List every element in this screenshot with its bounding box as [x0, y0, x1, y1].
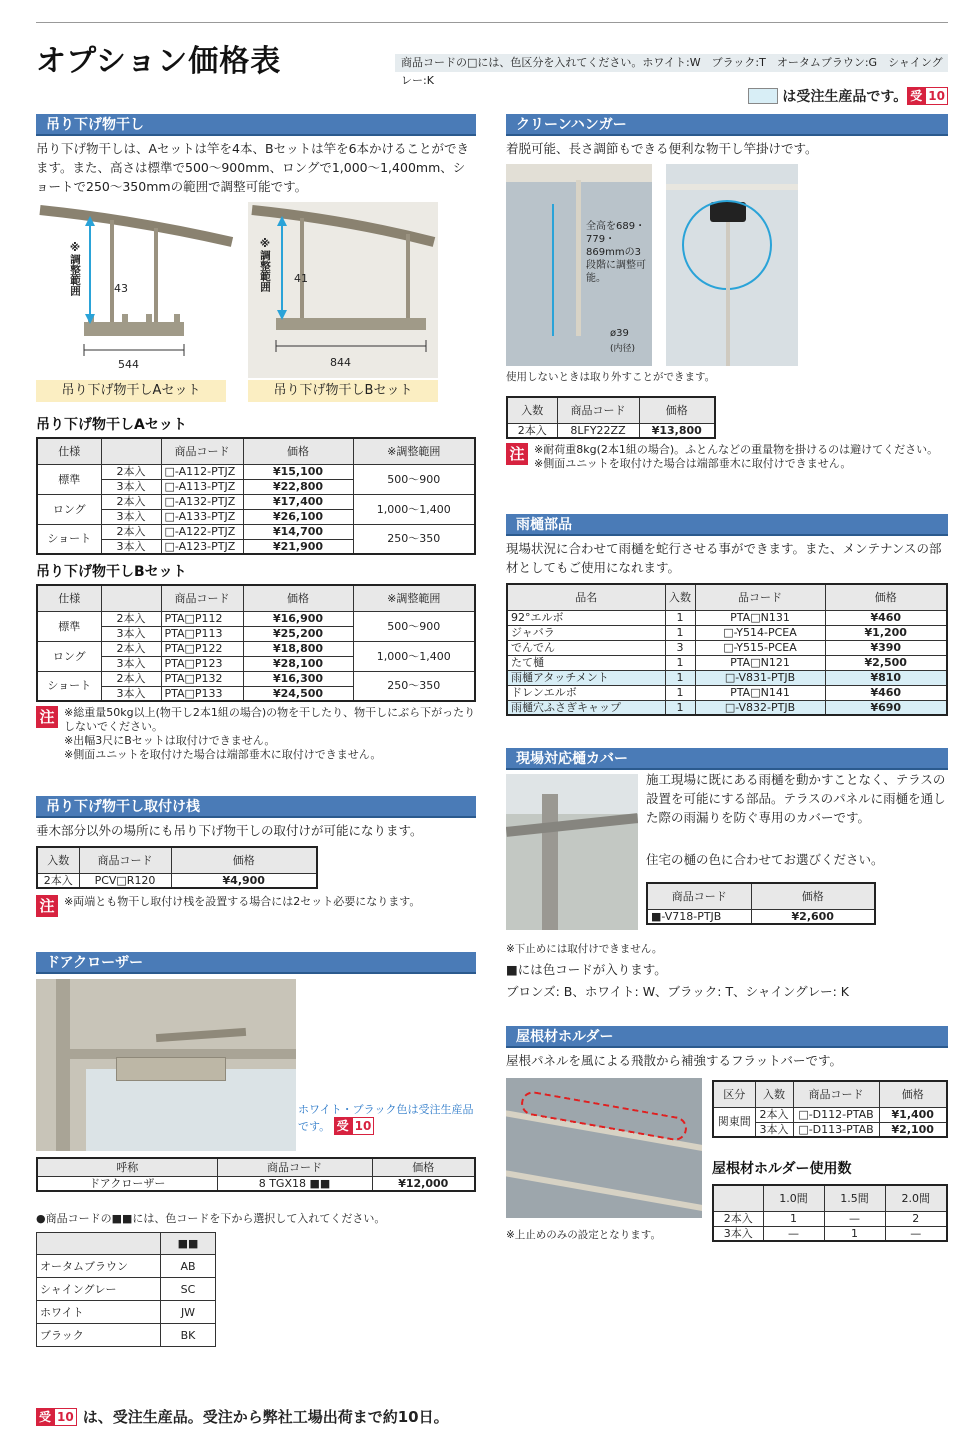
mount-note: 注 ※両端とも物干し取付け桟を設置する場合には2セット必要になります。: [36, 895, 476, 917]
table-row: ロング 2本入 PTA□P122 ¥18,800 1,000～1,400: [37, 641, 475, 656]
hanger-figures: [36, 202, 476, 410]
table-row: 標準 2本入 PTA□P112 ¥16,900 500～900: [37, 611, 475, 626]
adjust-label-b: ※調整範囲: [259, 238, 271, 292]
table-row: オータムブラウン AB: [37, 1255, 216, 1278]
mount-section: [36, 796, 476, 917]
cover-section: [506, 748, 948, 999]
footer: [36, 1406, 449, 1427]
clean-photo-2: [666, 164, 798, 366]
closer-order-note: ホワイト・ブラック色は受注生産品です。 受 10: [298, 1103, 474, 1133]
roof-usage-title: 屋根材ホルダー使用数: [712, 1161, 852, 1177]
adjust-label-a: ※調整範囲: [69, 242, 81, 296]
legend-text: は受注生産品です。: [782, 89, 908, 105]
caption-a: 吊り下げ物干しAセット: [36, 380, 226, 402]
uke-badge: 受 10: [334, 1117, 375, 1135]
table-row: 3本入 □-A123-PTJZ ¥21,900: [37, 539, 475, 554]
table-row: でんでん 3 □-Y515-PCEA ¥390: [507, 640, 947, 655]
roof-table: 区分 入数 商品コード 価格 関東間 2本入 □-D112-PTAB ¥1,400 3本入 □-D113-PTAB ¥2,100: [712, 1080, 948, 1138]
gutter-section: [506, 514, 948, 716]
table-row: 3本入 — 1 —: [713, 1226, 947, 1241]
clean-notes: 注 ※耐荷重8kg(2本1組の場合)。ふとんなどの重量物を掛けるのは避けてください。 ※側面ユニットを取付けた場合は端部垂木に取付けできません。: [506, 443, 948, 471]
clean-table: 入数 商品コード 価格 2本入 8LFY22ZZ ¥13,800: [506, 396, 716, 439]
closer-color-table: ■■ オータムブラウン AB シャイングレー SC ホワイト JW ブラック BK: [36, 1232, 216, 1347]
set-b-title: 吊り下げ物干しBセット: [36, 564, 187, 580]
dim-a-1: 43: [114, 282, 128, 295]
caption-b: 吊り下げ物干しBセット: [248, 380, 438, 402]
section-heading: 吊り下げ物干し: [36, 114, 476, 136]
top-rule: [36, 22, 948, 23]
section-heading: 屋根材ホルダー: [506, 1026, 948, 1048]
set-a-title: 吊り下げ物干しAセット: [36, 417, 187, 433]
closer-section: [36, 952, 476, 1347]
hanger-notes: 注 ※総重量50kg以上(物干し2本1組の場合)の物を干したり、物干しにぶら下がったりしないでください。 ※出幅3尺にBセットは取付けできません。 ※側面ユニットを取付けた場合は端部垂木に取付けできません。: [36, 706, 476, 762]
table-row: シャイングレー SC: [37, 1278, 216, 1301]
table-row: ブラック BK: [37, 1324, 216, 1347]
set-b-table: 仕様 商品コード 価格 ※調整範囲 標準 2本入 PTA□P112 ¥16,900 500～900 3本入 PTA□P113 ¥25,200 ロング 2本入 PTA□P122 ¥18,800 1,000～1,400 3本入 PTA□P123 ¥28,100 ショート 2本入 PTA□P132 ¥16,300 250～350 3本入 PTA□P133 ¥24,500: [36, 584, 476, 702]
clean-under: 使用しないときは取り外すことができます。: [506, 371, 716, 383]
table-row: ショート 2本入 □-A122-PTJZ ¥14,700 250～350: [37, 524, 475, 539]
roof-photo-note: ※上止めのみの設定となります。: [506, 1229, 661, 1241]
hanger-b-diagram: [248, 202, 438, 378]
caution-icon: 注: [36, 706, 58, 728]
order-legend: [748, 86, 948, 106]
order-swatch: [748, 88, 778, 104]
cover-desc-2: 住宅の樋の色に合わせてお選びください。: [646, 852, 884, 867]
dim-b-2: 844: [330, 356, 351, 369]
table-row: 3本入 PTA□P133 ¥24,500: [37, 686, 475, 701]
roof-section: [506, 1026, 948, 1241]
hanger-desc: 吊り下げ物干しは、Aセットは竿を4本、Bセットは竿を6本かけることができます。また、高さは標準で500～900mm、ロングで1,000～1,400mm、ショートで250～350mmの範囲で調整可能です。: [36, 141, 470, 194]
table-row: 雨樋穴ふさぎキャップ 1 □-V832-PTJB ¥690: [507, 700, 947, 715]
dim-a-2: 544: [118, 358, 139, 371]
table-row: 2本入 1 — 2: [713, 1211, 947, 1226]
section-heading: 吊り下げ物干し取付け桟: [36, 796, 476, 818]
table-row: 関東間 2本入 □-D112-PTAB ¥1,400: [713, 1107, 947, 1122]
table-row: ホワイト JW: [37, 1301, 216, 1324]
section-heading: ドアクローザー: [36, 952, 476, 974]
table-row: ドレンエルボ 1 PTA□N141 ¥460: [507, 685, 947, 700]
table-row: 2本入 8LFY22ZZ ¥13,800: [507, 423, 715, 438]
dim-b-1: 41: [294, 272, 308, 285]
gutter-table: 品名 入数 品コード 価格 92°エルボ 1 PTA□N131 ¥460 ジャバラ 1 □-Y514-PCEA ¥1,200 でんでん 3 □-Y515-PCEA ¥390 たて樋 1 PTA□N121 ¥2,500 雨樋アタッチメント 1 □-V831-PTJB ¥810 ドレンエルボ 1 PTA□N141 ¥460 雨樋穴ふさぎキャップ 1 □-V832-PTJB ¥690: [506, 583, 948, 716]
cover-desc: 施工現場に既にある雨樋を動かすことなく、テラスの設置を可能にする部品。テラスのパネルに雨樋を通した際の雨漏りを防ぐ専用のカバーです。: [646, 772, 946, 825]
set-a-table: 仕様 商品コード 価格 ※調整範囲 標準 2本入 □-A112-PTJZ ¥15,100 500～900 3本入 □-A113-PTJZ ¥22,800 ロング 2本入 □-A132-PTJZ ¥17,400 1,000～1,400 3本入 □-A133-PTJZ ¥26,100 ショート 2本入 □-A122-PTJZ ¥14,700 250～350 3本入 □-A123-PTJZ ¥21,900: [36, 437, 476, 555]
table-row: 3本入 □-A133-PTJZ ¥26,100: [37, 509, 475, 524]
cover-note-2: ■には色コードが入ります。: [506, 962, 667, 977]
section-heading: クリーンハンガー: [506, 114, 948, 136]
table-row: 雨樋アタッチメント 1 □-V831-PTJB ¥810: [507, 670, 947, 685]
table-row: ■-V718-PTJB ¥2,600: [647, 909, 875, 924]
table-row: 3本入 □-A113-PTJZ ¥22,800: [37, 479, 475, 494]
table-row: 92°エルボ 1 PTA□N131 ¥460: [507, 610, 947, 625]
mount-table: 入数 商品コード 価格 2本入 PCV□R120 ¥4,900: [36, 846, 318, 889]
clean-photos: [506, 164, 948, 366]
color-note: 商品コードの□には、色区分を入れてください。ホワイト:W ブラック:T オータムブラウン:G シャイングレー:K: [395, 54, 948, 72]
hanger-section: [36, 114, 476, 762]
table-row: ロング 2本入 □-A132-PTJZ ¥17,400 1,000～1,400: [37, 494, 475, 509]
closer-color-intro: ●商品コードの■■には、色コードを下から選択して入れてください。: [36, 1212, 386, 1225]
roof-photo: [506, 1078, 702, 1218]
table-row: 3本入 PTA□P113 ¥25,200: [37, 626, 475, 641]
footer-text: は、受注生産品。受注から弊社工場出荷まで約10日。: [82, 1408, 449, 1426]
clean-section: [506, 114, 948, 471]
clean-photo-note: 全高を689・779・869mmの3段階に調整可能。: [586, 221, 646, 284]
clean-diam-sub: (内径): [610, 344, 636, 354]
table-row: たて樋 1 PTA□N121 ¥2,500: [507, 655, 947, 670]
page-title: オプション価格表: [36, 44, 282, 79]
gutter-desc: 現場状況に合わせて雨樋を蛇行させる事ができます。また、メンテナンスの部材としてもご使用になれます。: [506, 541, 942, 575]
table-row: 3本入 PTA□P123 ¥28,100: [37, 656, 475, 671]
section-heading: 雨樋部品: [506, 514, 948, 536]
caution-icon: 注: [506, 443, 528, 465]
uke-badge: 受 10: [36, 1408, 77, 1426]
clean-desc: 着脱可能、長さ調節もできる便利な物干し竿掛けです。: [506, 141, 818, 156]
roof-usage-table: 1.0間 1.5間 2.0間 2本入 1 — 2 3本入 — 1 —: [712, 1184, 948, 1242]
cover-note-1: ※下止めには取付けできません。: [506, 943, 663, 955]
closer-photo: [36, 979, 296, 1151]
cover-photo: [506, 774, 638, 930]
table-row: 2本入 PCV□R120 ¥4,900: [37, 873, 317, 888]
section-heading: 現場対応樋カバー: [506, 748, 948, 770]
uke-badge: 受 10: [907, 87, 948, 105]
clean-diam: ø39: [610, 328, 629, 339]
mount-desc: 垂木部分以外の場所にも吊り下げ物干しの取付けが可能になります。: [36, 823, 423, 838]
cover-table: 商品コード 価格 ■-V718-PTJB ¥2,600: [646, 882, 876, 925]
cover-note-3: ブロンズ: B、ホワイト: W、ブラック: T、シャイングレー: K: [506, 984, 850, 999]
closer-table: 呼称 商品コード 価格 ドアクローザー 8 TGX18 ■■ ¥12,000: [36, 1157, 476, 1192]
table-row: ドアクローザー 8 TGX18 ■■ ¥12,000: [37, 1176, 475, 1191]
hanger-a-diagram: [36, 202, 236, 378]
roof-desc: 屋根パネルを風による飛散から補強するフラットバーです。: [506, 1053, 843, 1068]
table-row: 3本入 □-D113-PTAB ¥2,100: [713, 1122, 947, 1137]
table-row: ショート 2本入 PTA□P132 ¥16,300 250～350: [37, 671, 475, 686]
caution-icon: 注: [36, 895, 58, 917]
table-row: ジャバラ 1 □-Y514-PCEA ¥1,200: [507, 625, 947, 640]
table-row: 標準 2本入 □-A112-PTJZ ¥15,100 500～900: [37, 464, 475, 479]
